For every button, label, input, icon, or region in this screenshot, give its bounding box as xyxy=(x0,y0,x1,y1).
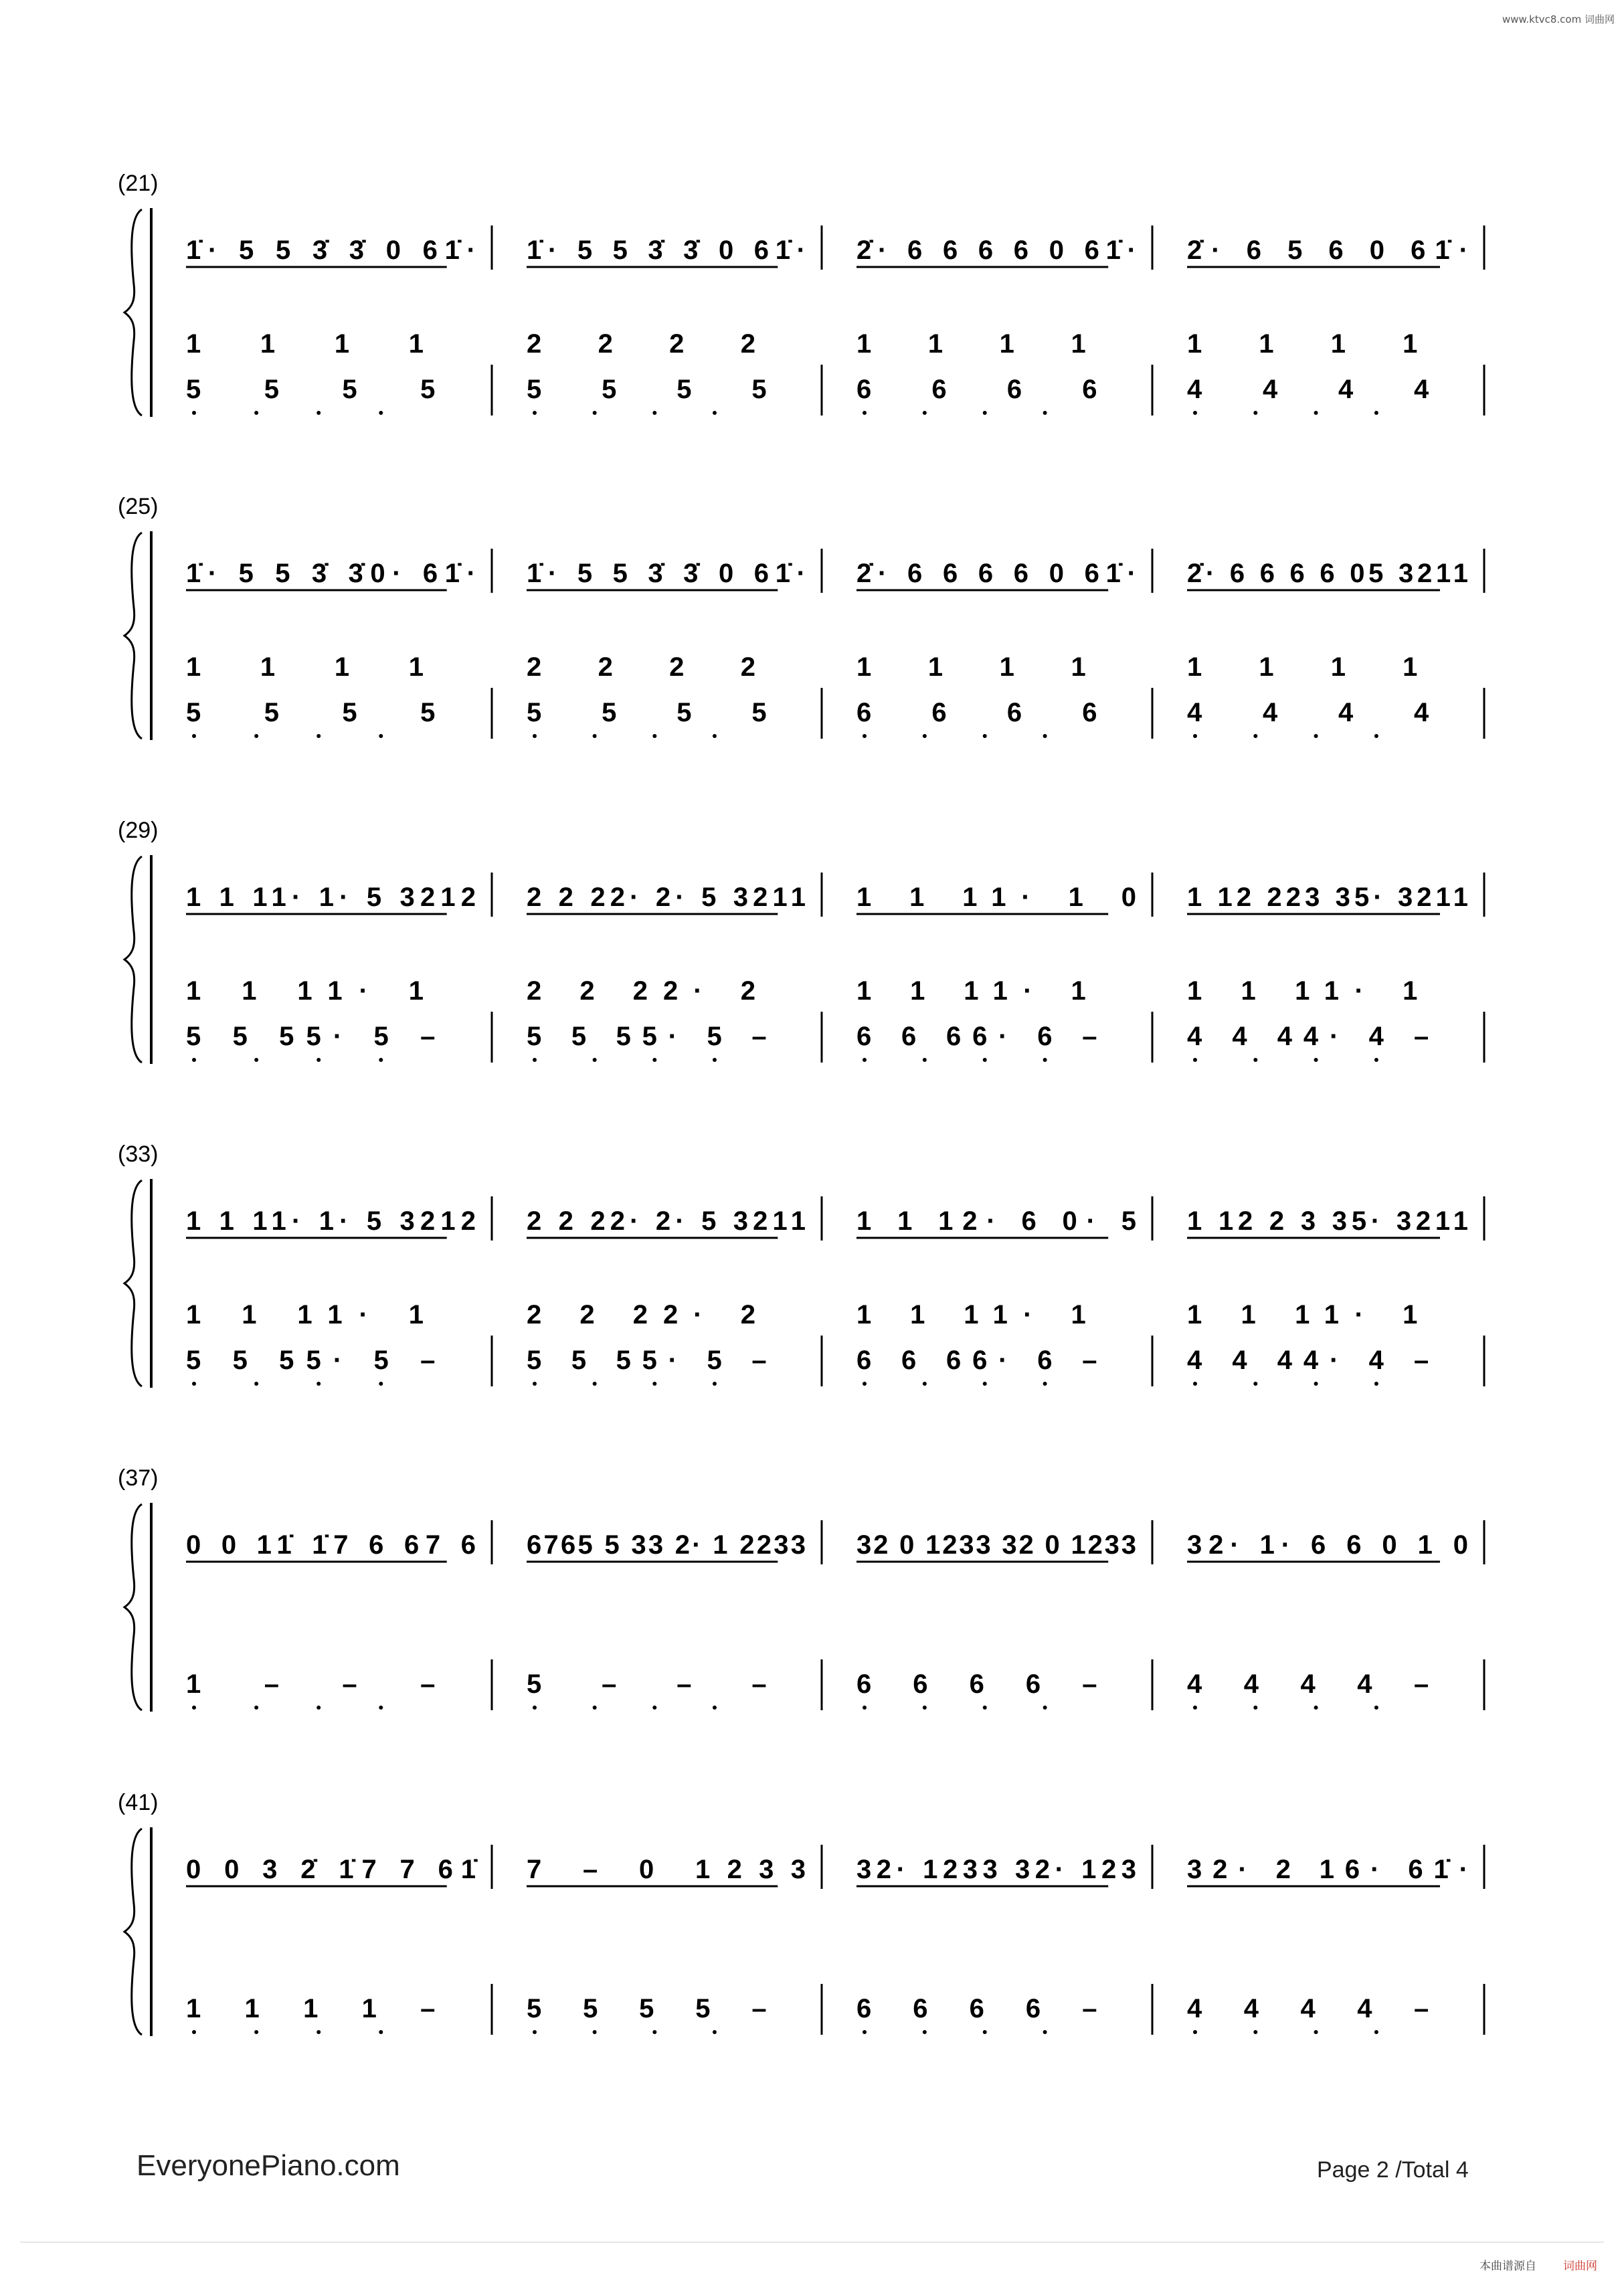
octave-dot xyxy=(1314,734,1318,738)
bass-upper-measure: 2 2 2 2 xyxy=(527,329,755,359)
octave-dot xyxy=(1253,734,1257,738)
octave-dot xyxy=(863,2030,867,2034)
octave-dot xyxy=(192,734,196,738)
octave-dot xyxy=(317,1706,321,1710)
octave-dot xyxy=(379,734,383,738)
octave-dot xyxy=(254,411,258,415)
bass-lower-measure: 4 4 44· 4 – xyxy=(1187,1022,1429,1051)
footer-source-mark xyxy=(1479,2256,1597,2273)
octave-dot xyxy=(379,1382,383,1386)
octave-dot xyxy=(1193,1058,1197,1062)
bass-lower-measure: 5 5 55· 5 – xyxy=(527,1346,767,1375)
octave-dot xyxy=(863,1058,867,1062)
octave-dot xyxy=(1314,411,1318,415)
bass-upper-measure: 1 1 1 1 xyxy=(856,329,1086,359)
octave-dot xyxy=(1043,734,1047,738)
octave-dot xyxy=(1314,1382,1318,1386)
octave-dot xyxy=(983,1382,987,1386)
octave-dot xyxy=(923,2030,927,2034)
bass-upper-measure: 2 2 2 2 xyxy=(527,652,755,682)
octave-dot xyxy=(863,411,867,415)
octave-dot xyxy=(1193,411,1197,415)
octave-dot xyxy=(192,1382,196,1386)
octave-dot xyxy=(713,1058,717,1062)
system-staff xyxy=(0,818,1624,1085)
bass-upper-measure: 1 1 1 1 xyxy=(856,652,1086,682)
bass-lower-measure: 6 6 6 6 – xyxy=(856,1669,1097,1699)
octave-dot xyxy=(533,2030,537,2034)
octave-dot xyxy=(1253,1706,1257,1710)
octave-dot xyxy=(713,2030,717,2034)
octave-dot xyxy=(379,411,383,415)
octave-dot xyxy=(652,1706,656,1710)
bass-lower-measure: 1 – – – xyxy=(186,1669,436,1699)
measure-number: (25) xyxy=(118,494,159,519)
octave-dot xyxy=(652,1058,656,1062)
footer-source-text: 本曲谱源自 xyxy=(1479,2260,1536,2273)
bass-upper-measure: 1 1 11· 1 xyxy=(186,1300,424,1330)
treble-measure: 1 12 2 3 35· 3211 xyxy=(1187,1206,1468,1236)
treble-measure: 1 12 223 35· 3211 xyxy=(1187,883,1468,912)
bass-upper-measure: 1 1 1 1 xyxy=(186,329,424,359)
octave-dot xyxy=(713,1706,717,1710)
octave-dot xyxy=(593,734,597,738)
bass-lower-measure: 4 4 4 4 – xyxy=(1187,1994,1429,2023)
bass-lower-measure: 6 6 66· 6 – xyxy=(856,1346,1097,1375)
bass-upper-measure: 1 1 1 1 xyxy=(1187,329,1418,359)
octave-dot xyxy=(533,1382,537,1386)
octave-dot xyxy=(254,1382,258,1386)
octave-dot xyxy=(593,411,597,415)
octave-dot xyxy=(533,411,537,415)
score-system xyxy=(0,1142,1624,1409)
bass-lower-measure: 5 5 5 5 xyxy=(527,375,767,404)
octave-dot xyxy=(923,734,927,738)
treble-measure: 1̇· 5 5 3̇ 3̇ 0 61̇· xyxy=(186,236,476,265)
bass-upper-measure: 1 1 11· 1 xyxy=(1187,1300,1418,1330)
bass-upper-measure: 1 1 11· 1 xyxy=(1187,976,1418,1006)
score-system xyxy=(0,1465,1624,1733)
octave-dot xyxy=(1193,1706,1197,1710)
treble-measure: 2̇· 6 6 6 6 0 61̇· xyxy=(856,236,1136,265)
bass-upper-measure: 1 1 11· 1 xyxy=(186,976,424,1006)
treble-measure: 1̇· 5 5 3̇ 3̇ 0 61̇· xyxy=(527,559,806,588)
octave-dot xyxy=(1043,1382,1047,1386)
octave-dot xyxy=(1374,1382,1378,1386)
treble-measure: 1 1 11· 1· 5 3212 xyxy=(186,1206,476,1236)
bass-lower-measure: 6 6 6 6 xyxy=(856,375,1097,404)
bass-lower-measure: 6 6 6 6 – xyxy=(856,1994,1097,2023)
bass-lower-measure: 1 1 1 1 – xyxy=(186,1994,436,2023)
octave-dot xyxy=(1374,1706,1378,1710)
octave-dot xyxy=(254,734,258,738)
octave-dot xyxy=(317,1058,321,1062)
octave-dot xyxy=(1253,411,1257,415)
octave-dot xyxy=(652,2030,656,2034)
system-staff xyxy=(0,494,1624,761)
octave-dot xyxy=(923,1058,927,1062)
octave-dot xyxy=(863,1706,867,1710)
octave-dot xyxy=(983,411,987,415)
octave-dot xyxy=(593,1382,597,1386)
octave-dot xyxy=(713,734,717,738)
octave-dot xyxy=(317,734,321,738)
bass-lower-measure: 4 4 44· 4 – xyxy=(1187,1346,1429,1375)
measure-number: (29) xyxy=(118,818,159,843)
octave-dot xyxy=(652,411,656,415)
treble-measure: 1̇· 5 5 3̇ 3̇ 0 61̇· xyxy=(527,236,806,265)
octave-dot xyxy=(1314,1706,1318,1710)
octave-dot xyxy=(254,1706,258,1710)
octave-dot xyxy=(1043,411,1047,415)
treble-measure: 2̇· 6 5 6 0 61̇· xyxy=(1187,236,1468,265)
octave-dot xyxy=(923,411,927,415)
octave-dot xyxy=(192,411,196,415)
octave-dot xyxy=(713,411,717,415)
octave-dot xyxy=(317,411,321,415)
octave-dot xyxy=(1374,1058,1378,1062)
bass-lower-measure: 5 5 5 5 xyxy=(527,698,767,727)
octave-dot xyxy=(1314,2030,1318,2034)
treble-measure: 32· 1· 6 6 0 1 0 xyxy=(1187,1530,1468,1560)
bass-upper-measure: 1 1 1 1 xyxy=(1187,652,1418,682)
octave-dot xyxy=(1193,1382,1197,1386)
bass-lower-measure: 4 4 4 4 xyxy=(1187,375,1429,404)
treble-measure: 7 – 0 1233 xyxy=(527,1855,806,1884)
treble-measure: 1 1 11· 1 0 xyxy=(856,883,1136,912)
watermark-top: www.ktvc8.com 词曲网 xyxy=(1502,13,1615,25)
bass-lower-measure: 5 5 55· 5 – xyxy=(186,1346,436,1375)
treble-measure: 0 0 11̇ 1̇7 6 67 6 xyxy=(186,1530,476,1560)
octave-dot xyxy=(317,1382,321,1386)
octave-dot xyxy=(379,1058,383,1062)
score-system xyxy=(0,818,1624,1085)
grand-staff-brace xyxy=(124,856,142,1063)
grand-staff-brace xyxy=(124,1180,142,1386)
octave-dot xyxy=(863,1382,867,1386)
treble-measure: 1 1 12· 6 0· 5 xyxy=(856,1206,1136,1236)
treble-measure: 0 0 3 2̇ 1̇7 7 61̇ xyxy=(186,1855,476,1884)
octave-dot xyxy=(192,1058,196,1062)
measure-number: (21) xyxy=(118,171,159,196)
system-staff xyxy=(0,1465,1624,1733)
bass-lower-measure: 6 6 6 6 xyxy=(856,698,1097,727)
octave-dot xyxy=(923,1706,927,1710)
bass-lower-measure: 4 4 4 4 – xyxy=(1187,1669,1429,1699)
grand-staff-brace xyxy=(124,1504,142,1710)
treble-measure: 32· 1233 32· 123 xyxy=(856,1855,1136,1884)
octave-dot xyxy=(1374,734,1378,738)
measure-number: (37) xyxy=(118,1465,159,1491)
octave-dot xyxy=(593,1706,597,1710)
octave-dot xyxy=(379,1706,383,1710)
bass-lower-measure: 5 – – – xyxy=(527,1669,767,1699)
octave-dot xyxy=(379,2030,383,2034)
octave-dot xyxy=(1314,1058,1318,1062)
system-staff xyxy=(0,1790,1624,2058)
bass-lower-measure: 5 5 5 5 xyxy=(186,375,436,404)
bass-lower-measure: 5 5 55· 5 – xyxy=(186,1022,436,1051)
octave-dot xyxy=(713,1382,717,1386)
octave-dot xyxy=(923,1382,927,1386)
bass-upper-measure: 1 1 1 1 xyxy=(186,652,424,682)
octave-dot xyxy=(254,2030,258,2034)
measure-number: (33) xyxy=(118,1142,159,1167)
measure-number: (41) xyxy=(118,1790,159,1815)
octave-dot xyxy=(317,2030,321,2034)
bass-lower-measure: 6 6 66· 6 – xyxy=(856,1022,1097,1051)
score-system xyxy=(0,494,1624,761)
treble-measure: 1̇· 5 5 3̇ 3̇0· 61̇· xyxy=(186,559,476,588)
octave-dot xyxy=(1193,2030,1197,2034)
octave-dot xyxy=(983,2030,987,2034)
bass-lower-measure: 5 5 55· 5 – xyxy=(527,1022,767,1051)
octave-dot xyxy=(593,1058,597,1062)
bass-lower-measure: 5 5 5 5 xyxy=(186,698,436,727)
octave-dot xyxy=(983,734,987,738)
grand-staff-brace xyxy=(124,1829,142,2035)
octave-dot xyxy=(1374,2030,1378,2034)
bass-upper-measure: 2 2 22· 2 xyxy=(527,976,755,1006)
grand-staff-brace xyxy=(124,209,142,416)
octave-dot xyxy=(1043,1058,1047,1062)
octave-dot xyxy=(983,1706,987,1710)
footer-source-brand: 词曲网 xyxy=(1563,2260,1597,2273)
octave-dot xyxy=(1043,2030,1047,2034)
treble-measure: 2 2 22· 2· 5 3211 xyxy=(527,883,806,912)
octave-dot xyxy=(652,1382,656,1386)
octave-dot xyxy=(192,1706,196,1710)
footer-site-name: EveryonePiano.com xyxy=(137,2149,400,2182)
score-system xyxy=(0,171,1624,438)
octave-dot xyxy=(652,734,656,738)
octave-dot xyxy=(192,2030,196,2034)
bass-upper-measure: 1 1 11· 1 xyxy=(856,1300,1086,1330)
treble-measure: 32· 2 16· 61̇· xyxy=(1187,1855,1468,1884)
score-system xyxy=(0,1790,1624,2058)
octave-dot xyxy=(533,734,537,738)
octave-dot xyxy=(1043,1706,1047,1710)
octave-dot xyxy=(1253,1058,1257,1062)
treble-measure: 2 2 22· 2· 5 3211 xyxy=(527,1206,806,1236)
octave-dot xyxy=(1193,734,1197,738)
bass-upper-measure: 1 1 11· 1 xyxy=(856,976,1086,1006)
octave-dot xyxy=(254,1058,258,1062)
treble-measure: 1 1 11· 1· 5 3212 xyxy=(186,883,476,912)
treble-measure: 6765 5 33 2· 1 2233 xyxy=(527,1530,806,1560)
octave-dot xyxy=(593,2030,597,2034)
footer-page-number: Page 2 /Total 4 xyxy=(1317,2157,1469,2183)
bass-lower-measure: 5 5 5 5 – xyxy=(527,1994,767,2023)
grand-staff-brace xyxy=(124,533,142,739)
treble-measure: 32 0 1233 32 0 1233 xyxy=(856,1530,1136,1560)
treble-measure: 2̇· 6 6 6 6 0 61̇· xyxy=(856,559,1136,588)
octave-dot xyxy=(1253,2030,1257,2034)
bass-lower-measure: 4 4 4 4 xyxy=(1187,698,1429,727)
octave-dot xyxy=(1374,411,1378,415)
system-staff xyxy=(0,1142,1624,1409)
octave-dot xyxy=(1253,1382,1257,1386)
octave-dot xyxy=(863,734,867,738)
octave-dot xyxy=(533,1706,537,1710)
system-staff xyxy=(0,171,1624,438)
footer-divider xyxy=(20,2242,1604,2243)
bass-upper-measure: 2 2 22· 2 xyxy=(527,1300,755,1330)
octave-dot xyxy=(533,1058,537,1062)
treble-measure: 2̇· 6 6 6 6 05 3211 xyxy=(1187,559,1468,588)
octave-dot xyxy=(983,1058,987,1062)
